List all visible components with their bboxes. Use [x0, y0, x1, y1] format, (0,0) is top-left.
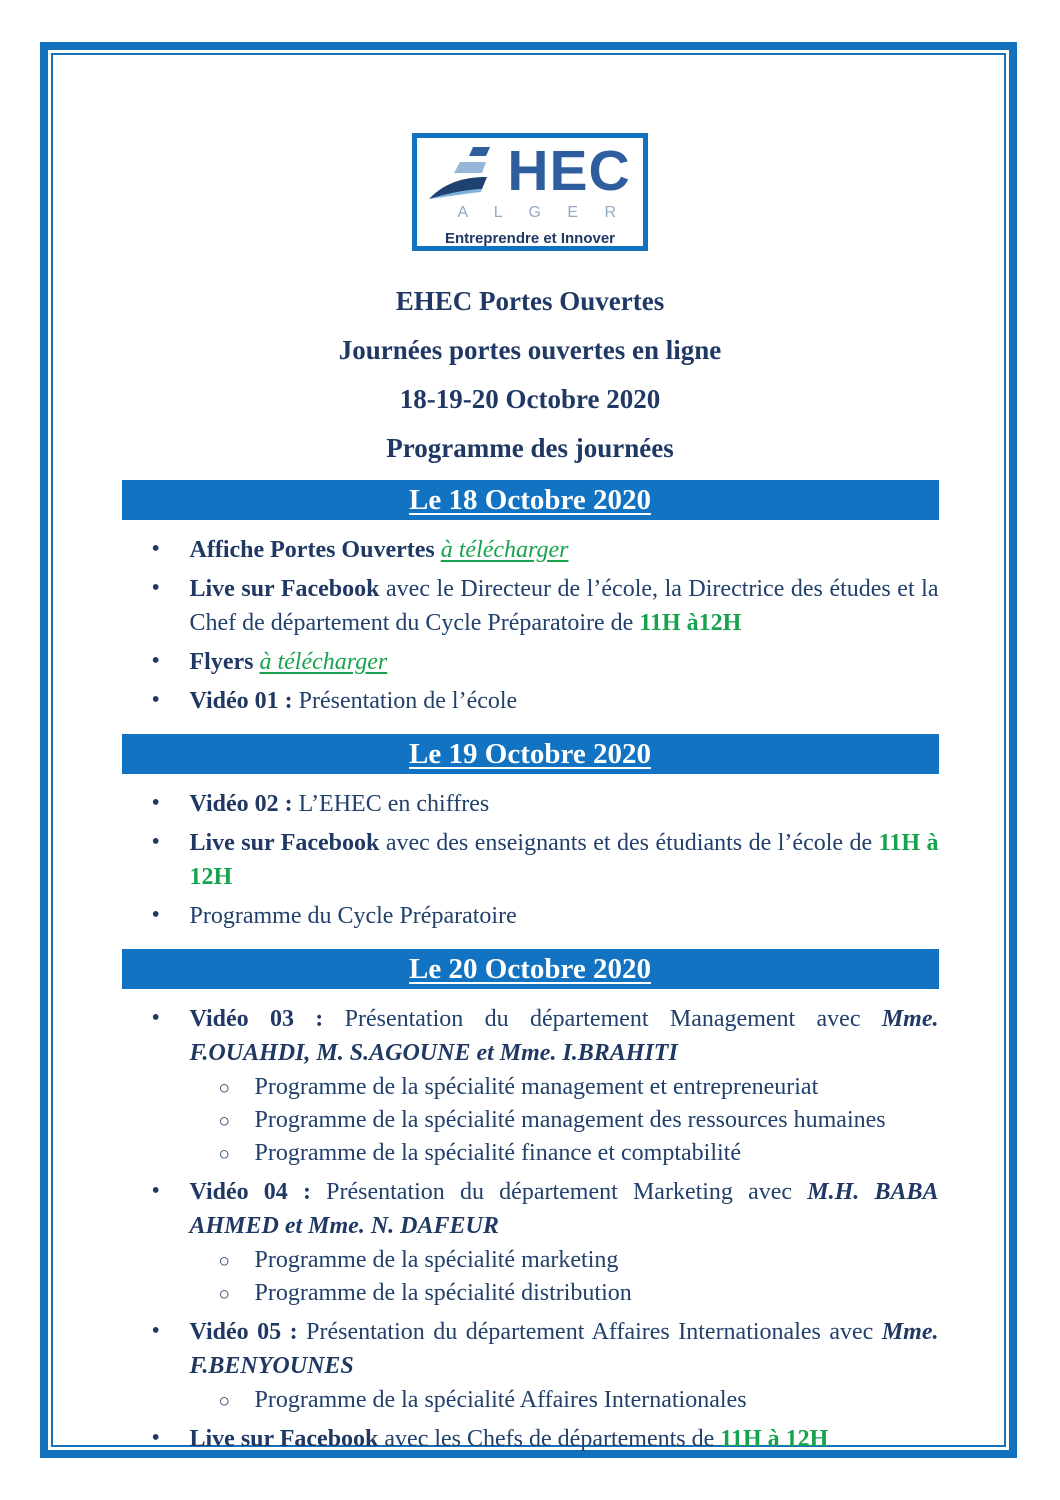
ehec-logo-stylized-e-icon: [429, 147, 503, 207]
sub-item-text: Programme de la spécialité marketing: [254, 1247, 619, 1273]
bullet-icon: •: [151, 790, 160, 816]
list-item: [122, 1422, 939, 1456]
text-segment: 11H à12H: [639, 610, 742, 636]
text-segment: Live sur Facebook: [189, 576, 380, 602]
list-item: [122, 826, 939, 894]
bullet-icon: •: [151, 829, 160, 855]
bullet-icon: •: [151, 1318, 160, 1344]
section-banner: [122, 480, 939, 520]
text-segment: L’EHEC en chiffres: [298, 791, 490, 817]
text-segment: Vidéo 01 :: [189, 688, 299, 714]
text-segment: avec des enseignants et des étudiants de l’école de: [379, 830, 879, 856]
bullet-icon: •: [151, 1178, 160, 1204]
circle-bullet-icon: ○: [218, 1391, 230, 1412]
list-item: [122, 572, 939, 640]
text-segment: 11H à 12H: [189, 830, 939, 890]
logo-tagline: Entreprendre et Innover: [444, 230, 616, 247]
circle-bullet-icon: ○: [218, 1284, 230, 1305]
bullet-icon: •: [151, 1005, 160, 1031]
text-segment: Vidéo 03 :: [189, 1006, 345, 1032]
text-segment: avec les Chefs de départements de: [378, 1426, 721, 1452]
ehec-logo: [412, 133, 648, 251]
program-heading: Programme des journées: [386, 433, 674, 463]
page-title: EHEC Portes Ouvertes: [395, 286, 665, 316]
sub-list-item: [190, 1277, 939, 1310]
text-segment: M.H. BABA AHMED et Mme. N. DAFEUR: [189, 1179, 939, 1239]
list-item: [122, 1175, 939, 1310]
event-dates: 18-19-20 Octobre 2020: [399, 384, 661, 414]
list-item: [122, 645, 939, 679]
list-item: [122, 899, 939, 933]
text-segment: Présentation de l’école: [298, 688, 518, 714]
text-segment: Vidéo 05 :: [189, 1319, 307, 1345]
text-segment: Affiche Portes Ouvertes: [189, 537, 441, 563]
bullet-icon: •: [151, 648, 160, 674]
section-banner-title: Le 18 Octobre 2020: [409, 484, 651, 516]
circle-bullet-icon: ○: [218, 1251, 230, 1272]
download-link[interactable]: à télécharger: [440, 537, 569, 563]
section-banner: [122, 949, 939, 989]
text-segment: Live sur Facebook: [189, 830, 380, 856]
bullet-icon: •: [151, 1425, 160, 1451]
sub-list-item: [190, 1104, 939, 1137]
bullet-icon: •: [151, 687, 160, 713]
logo-alger-text: A L G E R: [457, 204, 627, 221]
section-item-list: [122, 787, 939, 933]
sub-list-item: [190, 1244, 939, 1277]
bullet-icon: •: [151, 902, 160, 928]
sub-item-text: Programme de la spécialité management des ressources humaines: [254, 1107, 886, 1133]
text-segment: Live sur Facebook: [189, 1426, 379, 1452]
text-segment: Vidéo 02 :: [189, 791, 299, 817]
list-item: [122, 1315, 939, 1417]
sub-item-text: Programme de la spécialité distribution: [254, 1280, 632, 1306]
list-item: [122, 787, 939, 821]
text-segment: avec le Directeur de l’école, la Directrice des études et la Chef de département du Cycle Préparatoire de: [189, 576, 939, 636]
text-segment: Présentation du département Affaires Internationales avec: [306, 1319, 882, 1345]
text-segment: 11H à 12H: [720, 1426, 829, 1452]
sub-list-item: [190, 1384, 939, 1417]
bullet-icon: •: [151, 575, 160, 601]
text-segment: Mme. F.OUAHDI, M. S.AGOUNE et Mme. I.BRAHITI: [189, 1006, 939, 1066]
text-segment: Programme du Cycle Préparatoire: [189, 903, 517, 929]
page-subtitle: Journées portes ouvertes en ligne: [338, 335, 722, 365]
sub-list-item: [190, 1071, 939, 1104]
sub-item-list: [190, 1071, 939, 1170]
sub-item-text: Programme de la spécialité finance et comptabilité: [254, 1140, 741, 1166]
text-segment: Présentation du département Management avec: [344, 1006, 882, 1032]
logo-brand-row: [417, 139, 643, 203]
section-item-list: [122, 533, 939, 718]
text-segment: Présentation du département Marketing avec: [326, 1179, 808, 1205]
sub-item-text: Programme de la spécialité management et entrepreneuriat: [254, 1074, 819, 1100]
sub-item-text: Programme de la spécialité Affaires Internationales: [254, 1387, 747, 1413]
circle-bullet-icon: ○: [218, 1078, 230, 1099]
circle-bullet-icon: ○: [218, 1144, 230, 1165]
bullet-icon: •: [151, 536, 160, 562]
text-segment: Mme. F.BENYOUNES: [189, 1319, 939, 1379]
logo-brand-text: HEC: [507, 139, 631, 203]
sub-item-list: [190, 1384, 939, 1417]
section-banner-title: Le 20 Octobre 2020: [409, 953, 651, 985]
download-link[interactable]: à télécharger: [259, 649, 388, 675]
text-segment: Vidéo 04 :: [189, 1179, 327, 1205]
sections-container: [122, 480, 939, 1456]
list-item: [122, 533, 939, 567]
sub-item-list: [190, 1244, 939, 1310]
section-banner-title: Le 19 Octobre 2020: [409, 738, 651, 770]
section-item-list: [122, 1002, 939, 1456]
list-item: [122, 1002, 939, 1170]
sub-list-item: [190, 1137, 939, 1170]
text-segment: Flyers: [189, 649, 260, 675]
list-item: [122, 684, 939, 718]
title-block: [0, 284, 1060, 465]
circle-bullet-icon: ○: [218, 1111, 230, 1132]
section-banner: [122, 734, 939, 774]
